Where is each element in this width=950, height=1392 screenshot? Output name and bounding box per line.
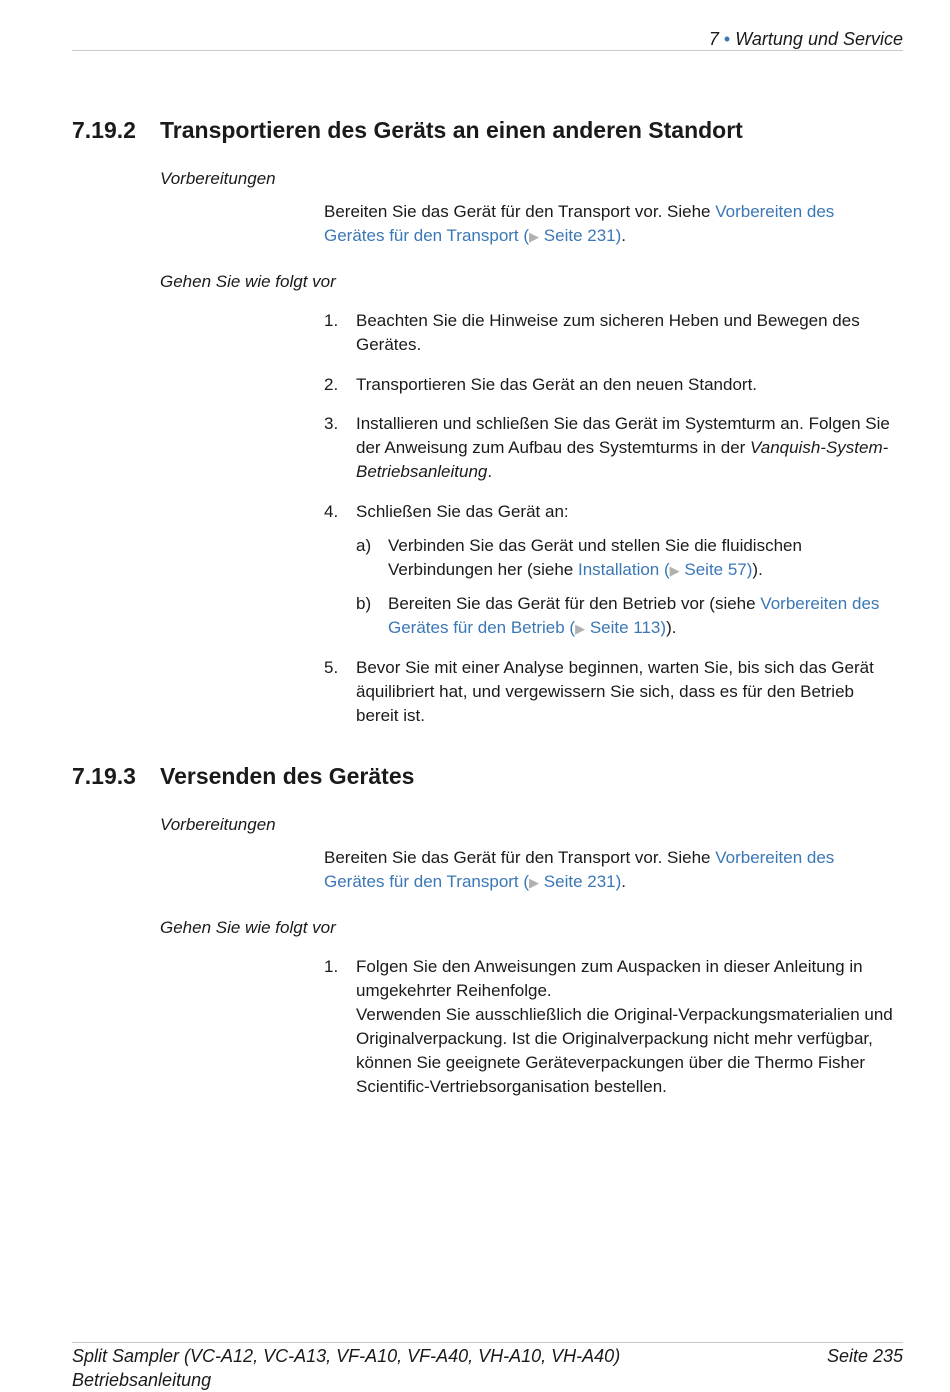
link-page: Seite 231) xyxy=(539,872,622,891)
step-text xyxy=(356,955,899,1099)
step-4 xyxy=(324,500,899,524)
section-title: Transportieren des Geräts an einen anderen Standort xyxy=(160,117,743,143)
substep-text-main: Verbinden Sie das Gerät und stellen Sie die fluidischen Verbindungen her (siehe xyxy=(388,536,802,579)
step-text xyxy=(356,412,899,484)
step-text: Transportieren Sie das Gerät an den neuen Standort. xyxy=(356,375,758,394)
step-5 xyxy=(324,656,899,728)
substep-end: ). xyxy=(752,560,763,579)
product-name: Split Sampler (VC-A12, VC-A13, VF-A10, VF-A40, VH-A10, VH-A40) xyxy=(72,1346,621,1366)
substep-text-main: Bereiten Sie das Gerät für den Betrieb vor (siehe xyxy=(388,594,761,613)
procedure-label: Gehen Sie wie folgt vor xyxy=(160,272,336,291)
step-2 xyxy=(324,373,899,397)
substep-end: ). xyxy=(666,618,677,637)
document-type: Betriebsanleitung xyxy=(72,1370,212,1390)
step-end: . xyxy=(487,462,493,481)
section-heading-7-19-3 xyxy=(72,762,414,790)
step-text-main: Installieren und schließen Sie das Gerät im Systemturm an. Folgen Sie der Anweisung zum Aufbau des Systemturms in der xyxy=(356,414,890,457)
link-installation[interactable] xyxy=(578,560,752,579)
link-page: Seite 57) xyxy=(679,560,753,579)
section-heading-7-19-2 xyxy=(72,116,743,144)
link-page: Seite 231) xyxy=(539,226,622,245)
section-number: 7.19.3 xyxy=(72,763,136,789)
step-1 xyxy=(324,309,899,357)
prep-label: Vorbereitungen xyxy=(160,815,276,834)
step-number: 2. xyxy=(324,375,339,394)
prep-text: Bereiten Sie das Gerät für den Transport vor. Siehe xyxy=(324,202,716,221)
step-1 xyxy=(324,955,899,1099)
header-separator: • xyxy=(723,29,731,49)
step-text-line1: Folgen Sie den Anweisungen zum Auspacken in dieser Anleitung in umgekehrter Reihenfolge. xyxy=(356,957,863,1000)
footer-divider xyxy=(72,1342,903,1343)
substep-a xyxy=(356,534,896,583)
substep-b xyxy=(356,592,896,641)
step-text: Beachten Sie die Hinweise zum sicheren Heben und Bewegen des Gerätes. xyxy=(356,311,860,354)
link-text: Vorbereiten des Gerätes für den Transport ( xyxy=(324,848,835,891)
footer-product xyxy=(72,1344,620,1392)
chapter-title: Wartung und Service xyxy=(735,29,903,49)
link-text: Vorbereiten des Gerätes für den Betrieb ( xyxy=(388,594,880,637)
link-page: Seite 113) xyxy=(585,618,667,637)
prep-paragraph xyxy=(324,846,894,895)
prep-end: . xyxy=(621,226,627,245)
page-arrow-icon: ▶ xyxy=(575,621,586,636)
page-number: Seite 235 xyxy=(826,1346,903,1366)
substep-label: a) xyxy=(356,536,372,555)
step-text-line2: Verwenden Sie ausschließlich die Original-Verpackungsmaterialien und Originalverpackung. Ist die Originalverpackung nicht mehr verfügbar, können Sie geeignete Geräteverpackungen über die Thermo Fisher Scientific-Vertriebsorganisation bestellen. xyxy=(356,1005,893,1096)
section-title: Versenden des Gerätes xyxy=(160,763,415,789)
step-3 xyxy=(324,412,899,484)
header-divider xyxy=(72,50,903,51)
substep-text xyxy=(388,592,896,641)
step-number: 1. xyxy=(324,311,339,330)
step-number: 3. xyxy=(324,414,339,433)
running-header xyxy=(72,28,903,50)
link-text: Installation ( xyxy=(577,560,670,579)
prep-paragraph xyxy=(324,200,894,249)
section-number: 7.19.2 xyxy=(72,117,136,143)
substep-label: b) xyxy=(356,594,372,613)
step-text: Bevor Sie mit einer Analyse beginnen, warten Sie, bis sich das Gerät äquilibriert hat, und vergewissern Sie sich, dass es für den Betrieb bereit ist. xyxy=(356,658,874,725)
chapter-number: 7 xyxy=(708,29,719,49)
step-number: 1. xyxy=(324,957,339,976)
prep-text: Bereiten Sie das Gerät für den Transport vor. Siehe xyxy=(324,848,716,867)
step-number: 5. xyxy=(324,658,339,677)
link-text: Vorbereiten des Gerätes für den Transport ( xyxy=(324,202,835,245)
page-arrow-icon: ▶ xyxy=(669,563,680,578)
page-arrow-icon: ▶ xyxy=(529,875,540,890)
prep-label: Vorbereitungen xyxy=(160,169,276,188)
page-arrow-icon: ▶ xyxy=(529,229,540,244)
prep-end: . xyxy=(621,872,627,891)
step-text: Schließen Sie das Gerät an: xyxy=(356,502,569,521)
substep-text xyxy=(388,534,896,583)
manual-title: Vanquish-System-Betriebsanleitung xyxy=(356,438,889,481)
procedure-label: Gehen Sie wie folgt vor xyxy=(160,918,336,937)
step-number: 4. xyxy=(324,502,339,521)
